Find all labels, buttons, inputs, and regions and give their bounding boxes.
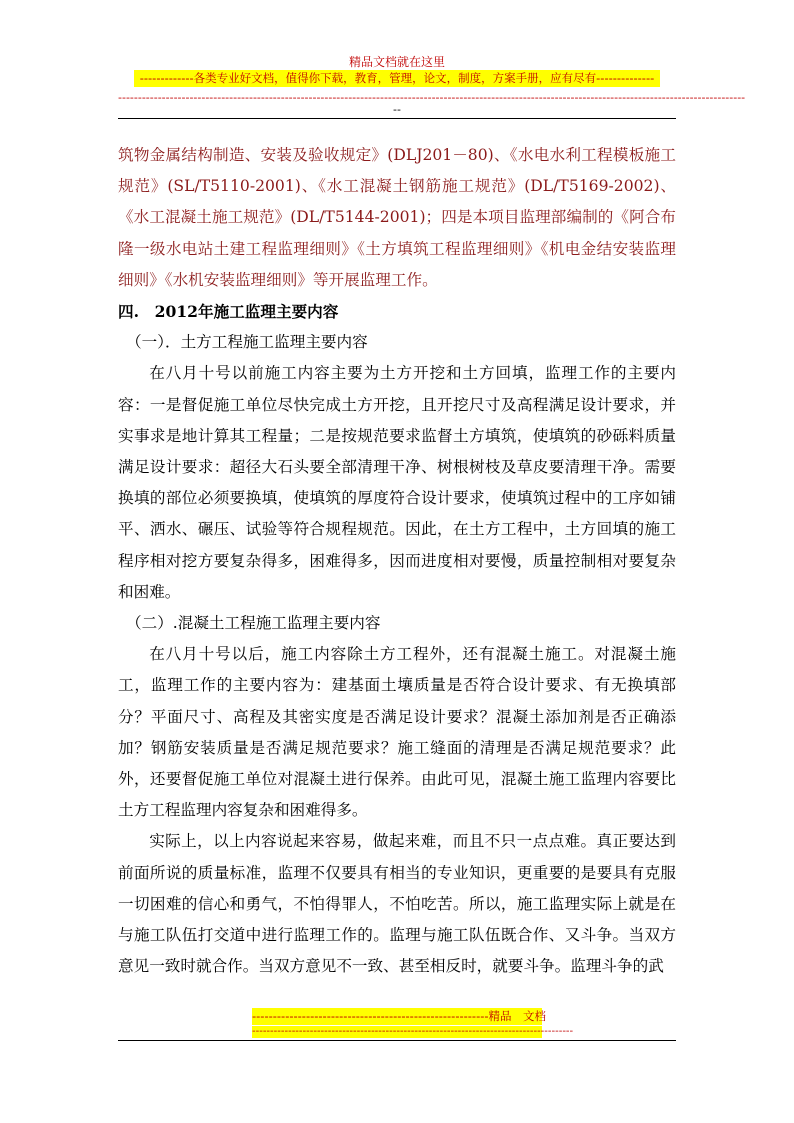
header-dashes: -------------------------------------------------------------------------------------------------------------------------------------------------------------- [118,91,746,104]
section-heading: 四. 2012年施工监理主要内容 [118,302,339,322]
header-rule [118,118,676,119]
earthwork-paragraph: 在八月十号以前施工内容主要为土方开挖和土方回填，监理工作的主要内容：一是督促施工单位尽快完成土方开挖，且开挖尺寸及高程满足设计要求，并实事求是地计算其工程量；二是按规范要求监督土方填筑，使填筑的砂砾料质量满足设计要求：超径大石头要全部清理干净、树根树枝及草皮要清理干净。需要换填的部位必须要换填，使填筑的厚度符合设计要求，使填筑过程中的工序如铺平、洒水、碾压、试验等符合规程规范。因此，在土方工程中，土方回填的施工程序相对挖方要复杂得多，困难得多，因而进度相对要慢，质量控制相对要复杂和困难。 [118,364,676,601]
header-dashes-short: -- [393,103,401,116]
document-body [118,140,676,982]
footer-rule [118,1040,676,1041]
closing-paragraph: 实际上，以上内容说起来容易，做起来难，而且不只一点点难。真正要达到前面所说的质量标准，监理不仅要具有相当的专业知识，更重要的是要具有克服一切困难的信心和勇气，不怕得罪人，不怕吃苦。所以，施工监理实际上就是在与施工队伍打交道中进行监理工作的。监理与施工队伍既合作、又斗争。当双方意见一致时就合作。当双方意见不一致、甚至相反时，就要斗争。监理斗争的武 [118,832,676,976]
intro-paragraph: 筑物金属结构制造、安装及验收规定》(DLJ201－80)、《水电水利工程模板施工规范》(SL/T5110-2001)、《水工混凝土钢筋施工规范》(DL/T5169-2002)、《水工混凝土施工规范》(DL/T5144-2001)；四是本项目监理部编制的《阿合布隆一级水电站土建工程监理细则》《土方填筑工程监理细则》《机电金结安装监理细则》《水机安装监理细则》等开展监理工作。 [118,146,676,289]
subsection-heading-concrete: （二）.混凝土工程施工监理主要内容 [126,614,381,633]
footer-banner: ---------------------------------------------------------精品 文档 [252,1009,547,1023]
concrete-paragraph: 在八月十号以后，施工内容除土方工程外，还有混凝土施工。对混凝土施工，监理工作的主要内容为：建基面土壤质量是否符合设计要求、有无换填部分？平面尺寸、高程及其密实度是否满足设计要求？混凝土添加剂是否正确添加？钢筋安装质量是否满足规范要求？施工缝面的清理是否满足规范要求？此外，还要督促施工单位对混凝土进行保养。由此可见，混凝土施工监理内容要比土方工程监理内容复杂和困难得多。 [118,645,676,820]
footer-dashes: ----------------------------------------------------------------------------------------- [252,1026,574,1037]
header-banner: -------------各类专业好文档，值得你下载，教育，管理，论文，制度，方案手册，应有尽有-------------- [134,70,660,87]
header-title: 精品文档就在这里 [348,55,445,69]
subsection-heading-earthwork: （一）．土方工程施工监理主要内容 [126,333,368,352]
